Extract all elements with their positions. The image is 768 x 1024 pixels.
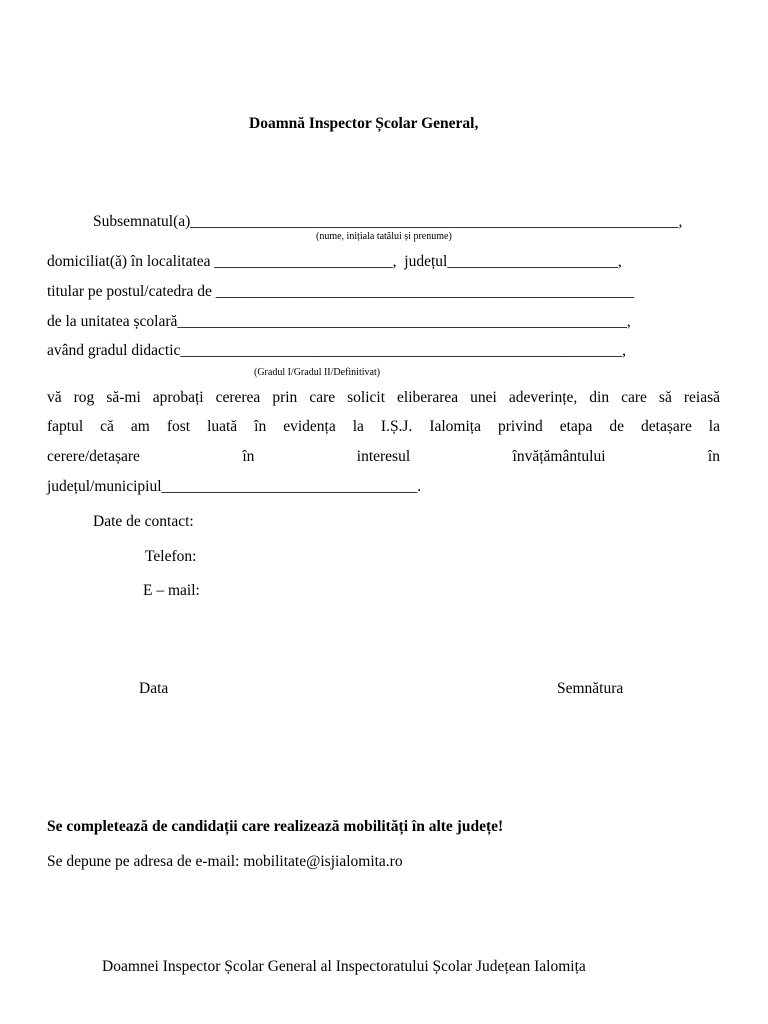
subsemnatul-line: Subsemnatul(a)_______________________________________________________________, xyxy=(93,213,683,230)
subsemnatul-hint: (nume, inițiala tatălui și prenume) xyxy=(316,231,452,242)
contact-phone-label: Telefon: xyxy=(145,548,197,565)
gradul-line: având gradul didactic_________________________________________________________, xyxy=(47,342,627,359)
document-title: Doamnă Inspector Școlar General, xyxy=(249,115,479,132)
gradul-hint: (Gradul I/Gradul II/Definitivat) xyxy=(254,367,381,378)
paragraph-line-2: faptul că am fost luată în evidența la I.Ș.J. Ialomița privind etapa de detașare la xyxy=(47,418,720,435)
paragraph-line-4: județul/municipiul_________________________________. xyxy=(47,478,422,495)
unitatea-line: de la unitatea școlară__________________________________________________________, xyxy=(47,313,631,330)
contact-heading: Date de contact: xyxy=(93,513,194,530)
paragraph-line-3: cerere/detașare în interesul învățământului în xyxy=(47,448,720,465)
date-label: Data xyxy=(139,680,169,697)
signature-label: Semnătura xyxy=(557,680,624,697)
addressee-line: Doamnei Inspector Școlar General al Inspectoratului Școlar Județean Ialomița xyxy=(102,958,586,975)
paragraph-line-1: vă rog să-mi aprobați cererea prin care solicit eliberarea unei adeverințe, din care să reiasă xyxy=(47,389,720,406)
note-bold: Se completează de candidații care realizează mobilități în alte județe! xyxy=(47,818,504,835)
domiciliat-line: domiciliat(ă) în localitatea _______________________, județul______________________, xyxy=(47,253,622,270)
contact-email-label: E – mail: xyxy=(143,582,200,599)
titular-line: titular pe postul/catedra de ______________________________________________________ xyxy=(47,283,635,300)
note-submit: Se depune pe adresa de e-mail: mobilitate@isjialomita.ro xyxy=(47,853,403,870)
